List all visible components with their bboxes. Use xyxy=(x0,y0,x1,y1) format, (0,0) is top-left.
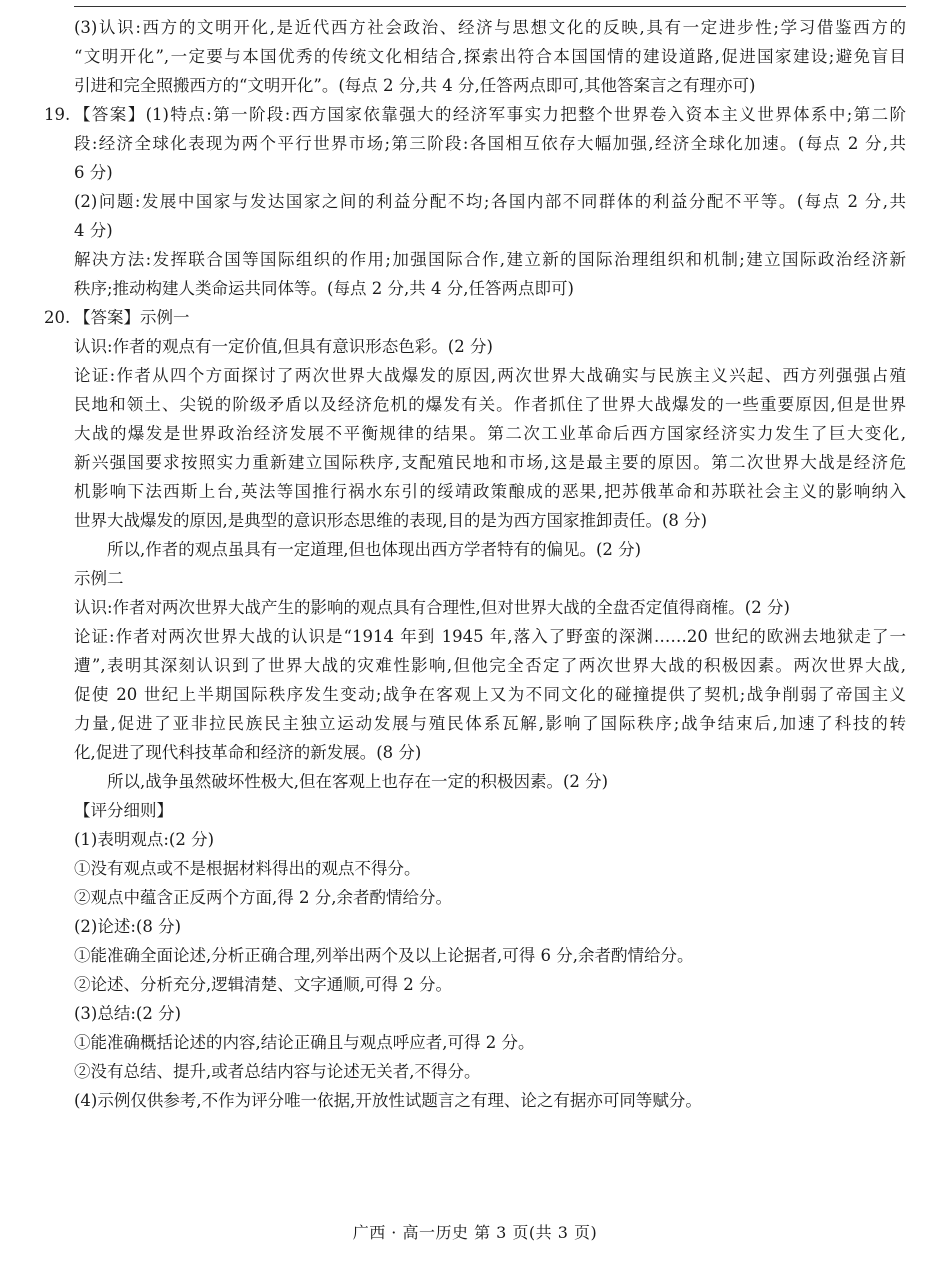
text-line xyxy=(74,477,906,506)
text-line xyxy=(74,535,906,564)
text-line xyxy=(74,187,906,216)
line-text: 4 分) xyxy=(74,221,113,240)
text-line xyxy=(74,13,906,42)
text-line xyxy=(74,274,906,303)
line-text: “文明开化”,一定要与本国优秀的传统文化相结合,探索出符合本国国情的建设道路,促进国家建设;避免盲目 xyxy=(74,47,906,66)
line-text: (1)表明观点:(2 分) xyxy=(74,830,215,849)
text-line xyxy=(74,390,906,419)
text-line xyxy=(74,970,906,999)
text-line xyxy=(74,332,906,361)
text-line xyxy=(74,564,906,593)
line-text: 论证:作者从四个方面探讨了两次世界大战爆发的原因,两次世界大战确实与民族主义兴起、西方列强强占殖 xyxy=(74,366,906,385)
line-text: (2)论述:(8 分) xyxy=(74,917,182,936)
line-text: (4)示例仅供参考,不作为评分唯一依据,开放性试题言之有理、论之有据亦可同等赋分。 xyxy=(74,1091,702,1110)
text-line xyxy=(74,158,906,187)
line-text: ②论述、分析充分,逻辑清楚、文字通顺,可得 2 分。 xyxy=(74,975,452,994)
text-line xyxy=(74,1086,906,1115)
question-line xyxy=(44,100,906,129)
text-line xyxy=(74,796,906,825)
text-line xyxy=(74,361,906,390)
text-line xyxy=(74,42,906,71)
text-line xyxy=(74,680,906,709)
question-number: 20. xyxy=(44,308,71,327)
line-text: 促使 20 世纪上半期国际秩序发生变动;战争在客观上又为不同文化的碰撞提供了契机;战争削弱了帝国主义 xyxy=(74,685,906,704)
line-text: ②没有总结、提升,或者总结内容与论述无关者,不得分。 xyxy=(74,1062,481,1081)
line-text: 引进和完全照搬西方的“文明开化”。(每点 2 分,共 4 分,任答两点即可,其他答案言之有理亦可) xyxy=(74,76,756,95)
text-line xyxy=(74,1057,906,1086)
line-text: 论证:作者对两次世界大战的认识是“1914 年到 1945 年,落入了野蛮的深渊……20 世纪的欧洲去地狱走了一 xyxy=(74,627,906,646)
line-text: ①没有观点或不是根据材料得出的观点不得分。 xyxy=(74,859,421,878)
line-text: 【答案】示例一 xyxy=(74,308,190,327)
question-line xyxy=(44,303,906,332)
line-text: 所以,战争虽然破坏性极大,但在客观上也存在一定的积极因素。(2 分) xyxy=(107,772,609,791)
text-line xyxy=(74,941,906,970)
line-text: 【评分细则】 xyxy=(74,801,173,820)
text-line xyxy=(74,1028,906,1057)
line-text: 认识:作者对两次世界大战产生的影响的观点具有合理性,但对世界大战的全盘否定值得商榷。(2 分) xyxy=(74,598,790,617)
text-line xyxy=(74,448,906,477)
line-text: 段:经济全球化表现为两个平行世界市场;第三阶段:各国相互依存大幅加强,经济全球化加速。(每点 2 分,共 xyxy=(74,134,906,153)
text-line xyxy=(74,593,906,622)
line-text: 民地和领土、尖锐的阶级矛盾以及经济危机的爆发有关。作者抓住了世界大战爆发的一些重要原因,但是世界 xyxy=(74,395,906,414)
text-line xyxy=(74,738,906,767)
text-line xyxy=(74,419,906,448)
line-text: (3)总结:(2 分) xyxy=(74,1004,182,1023)
answer-content xyxy=(44,13,906,1115)
text-line xyxy=(74,883,906,912)
line-text: 解决方法:发挥联合国等国际组织的作用;加强国际合作,建立新的国际治理组织和机制;建立国际政治经济新 xyxy=(74,250,906,269)
line-text: 遭”,表明其深刻认识到了世界大战的灾难性影响,但他完全否定了两次世界大战的积极因素。两次世界大战, xyxy=(74,656,906,675)
line-text: 示例二 xyxy=(74,569,124,588)
line-text: (3)认识:西方的文明开化,是近代西方社会政治、经济与思想文化的反映,具有一定进步性;学习借鉴西方的 xyxy=(74,18,906,37)
page-footer: 广西 · 高一历史 第 3 页(共 3 页) xyxy=(352,1223,598,1242)
line-text: 新兴强国要求按照实力重新建立国际秩序,支配殖民地和市场,这是最主要的原因。第二次世界大战是经济危 xyxy=(74,453,906,472)
line-text: 【答案】(1)特点:第一阶段:西方国家依靠强大的经济军事实力把整个世界卷入资本主义世界体系中;第二阶 xyxy=(74,105,906,124)
question-number: 19. xyxy=(44,105,71,124)
line-text: 所以,作者的观点虽具有一定道理,但也体现出西方学者特有的偏见。(2 分) xyxy=(107,540,642,559)
line-text: ②观点中蕴含正反两个方面,得 2 分,余者酌情给分。 xyxy=(74,888,452,907)
line-text: 机影响下法西斯上台,英法等国推行祸水东引的绥靖政策酿成的恶果,把苏俄革命和苏联社会主义的影响纳入 xyxy=(74,482,906,501)
line-text: 化,促进了现代科技革命和经济的新发展。(8 分) xyxy=(74,743,422,762)
text-line xyxy=(74,216,906,245)
line-text: ①能准确概括论述的内容,结论正确且与观点呼应者,可得 2 分。 xyxy=(74,1033,535,1052)
text-line xyxy=(74,506,906,535)
text-line xyxy=(74,854,906,883)
line-text: ①能准确全面论述,分析正确合理,列举出两个及以上论据者,可得 6 分,余者酌情给分。 xyxy=(74,946,694,965)
text-line xyxy=(74,709,906,738)
text-line xyxy=(74,999,906,1028)
text-line xyxy=(74,129,906,158)
text-line xyxy=(74,767,906,796)
top-rule xyxy=(74,6,906,7)
text-line xyxy=(74,825,906,854)
text-line xyxy=(74,245,906,274)
line-text: (2)问题:发展中国家与发达国家之间的利益分配不均;各国内部不同群体的利益分配不平等。(每点 2 分,共 xyxy=(74,192,906,211)
line-text: 力量,促进了亚非拉民族民主独立运动发展与殖民体系瓦解,影响了国际秩序;战争结束后,加速了科技的转 xyxy=(74,714,906,733)
line-text: 大战的爆发是世界政治经济发展不平衡规律的结果。第二次工业革命后西方国家经济实力发生了巨大变化, xyxy=(74,424,906,443)
text-line xyxy=(74,71,906,100)
line-text: 秩序;推动构建人类命运共同体等。(每点 2 分,共 4 分,任答两点即可) xyxy=(74,279,574,298)
text-line xyxy=(74,651,906,680)
line-text: 6 分) xyxy=(74,163,113,182)
line-text: 世界大战爆发的原因,是典型的意识形态思维的表现,目的是为西方国家推卸责任。(8 分) xyxy=(74,511,708,530)
text-line xyxy=(74,622,906,651)
line-text: 认识:作者的观点有一定价值,但具有意识形态色彩。(2 分) xyxy=(74,337,493,356)
text-line xyxy=(74,912,906,941)
